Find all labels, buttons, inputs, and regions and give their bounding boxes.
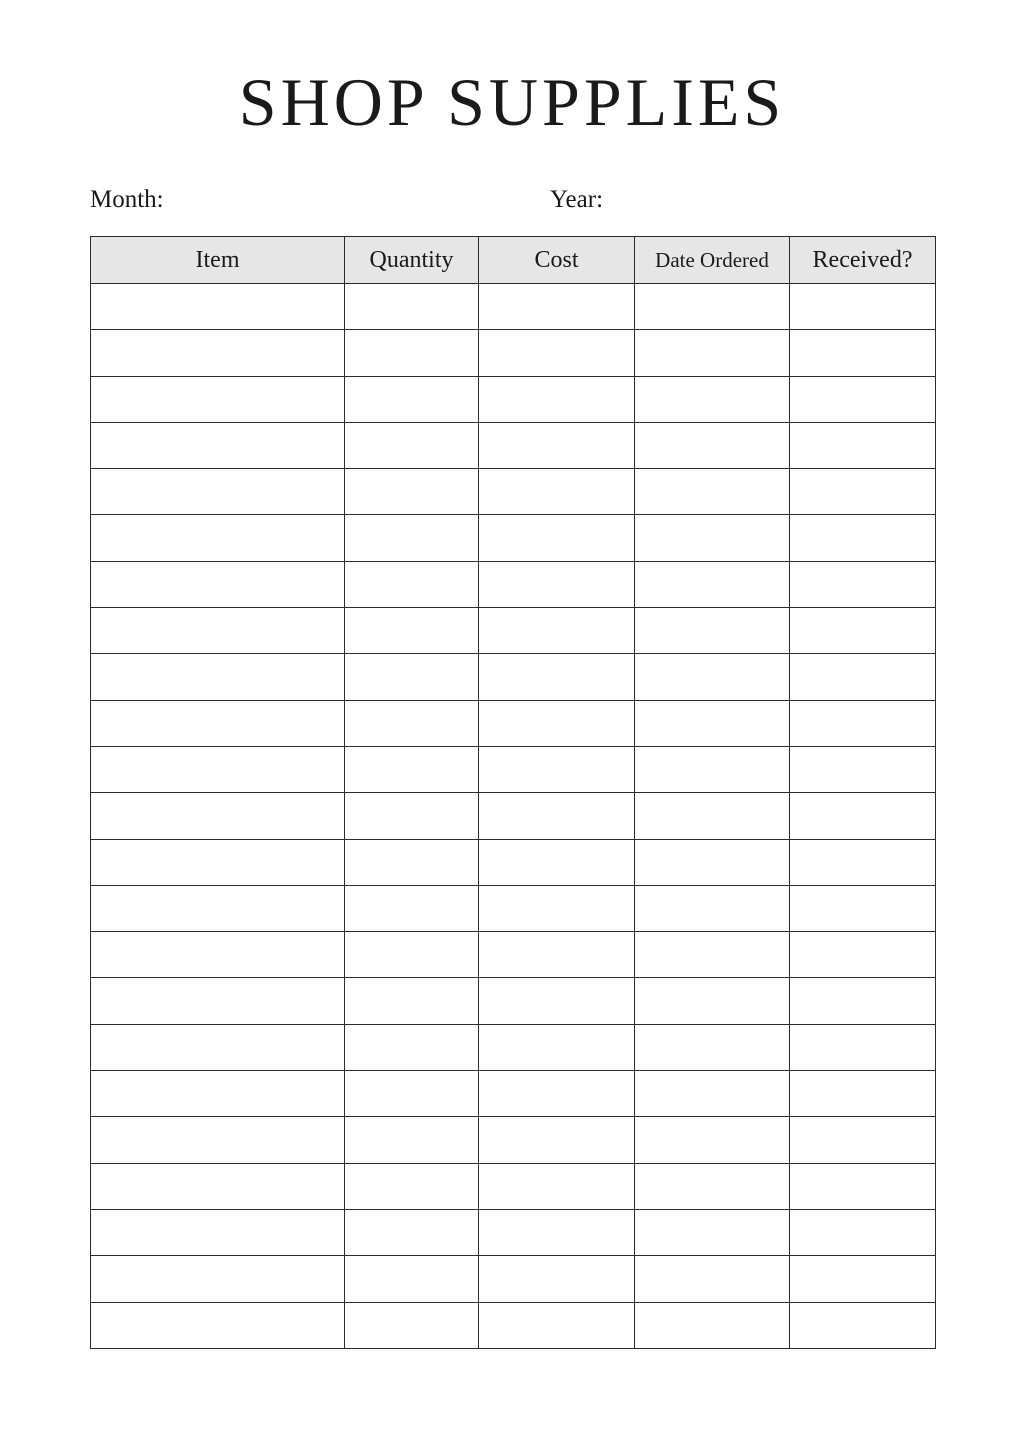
cell-received <box>790 1163 936 1209</box>
page-title: SHOP SUPPLIES <box>238 64 786 140</box>
cell-item <box>91 839 345 885</box>
cell-date-ordered <box>635 1024 790 1070</box>
cell-quantity <box>345 1071 479 1117</box>
cell-cost <box>479 700 635 746</box>
cell-item <box>91 422 345 468</box>
table-row <box>91 885 936 931</box>
cell-quantity <box>345 746 479 792</box>
cell-quantity <box>345 1302 479 1348</box>
table-row <box>91 746 936 792</box>
table-row <box>91 654 936 700</box>
column-header-quantity: Quantity <box>345 237 479 284</box>
cell-item <box>91 561 345 607</box>
table-header-row <box>91 237 936 284</box>
cell-quantity <box>345 978 479 1024</box>
cell-received <box>790 932 936 978</box>
cell-cost <box>479 515 635 561</box>
cell-cost <box>479 376 635 422</box>
cell-quantity <box>345 839 479 885</box>
cell-cost <box>479 1256 635 1302</box>
cell-quantity <box>345 654 479 700</box>
cell-received <box>790 1071 936 1117</box>
cell-quantity <box>345 376 479 422</box>
cell-quantity <box>345 885 479 931</box>
cell-received <box>790 376 936 422</box>
table-row <box>91 515 936 561</box>
cell-received <box>790 469 936 515</box>
cell-received <box>790 608 936 654</box>
table-row <box>91 608 936 654</box>
cell-item <box>91 932 345 978</box>
table-row <box>91 1163 936 1209</box>
cell-item <box>91 654 345 700</box>
cell-date-ordered <box>635 1302 790 1348</box>
cell-date-ordered <box>635 793 790 839</box>
cell-quantity <box>345 515 479 561</box>
cell-item <box>91 1024 345 1070</box>
cell-received <box>790 515 936 561</box>
cell-cost <box>479 978 635 1024</box>
cell-received <box>790 746 936 792</box>
cell-date-ordered <box>635 561 790 607</box>
cell-date-ordered <box>635 885 790 931</box>
column-header-received: Received? <box>790 237 936 284</box>
cell-quantity <box>345 1163 479 1209</box>
cell-date-ordered <box>635 1071 790 1117</box>
cell-quantity <box>345 330 479 376</box>
cell-received <box>790 1209 936 1255</box>
cell-date-ordered <box>635 515 790 561</box>
cell-received <box>790 1024 936 1070</box>
cell-date-ordered <box>635 284 790 330</box>
cell-quantity <box>345 1209 479 1255</box>
cell-cost <box>479 469 635 515</box>
cell-quantity <box>345 422 479 468</box>
cell-received <box>790 330 936 376</box>
cell-quantity <box>345 608 479 654</box>
cell-received <box>790 1302 936 1348</box>
table-row <box>91 1209 936 1255</box>
table-row <box>91 1256 936 1302</box>
cell-item <box>91 1163 345 1209</box>
cell-quantity <box>345 561 479 607</box>
cell-date-ordered <box>635 1163 790 1209</box>
supplies-table <box>90 236 936 1349</box>
cell-cost <box>479 1071 635 1117</box>
cell-cost <box>479 1024 635 1070</box>
cell-cost <box>479 1117 635 1163</box>
cell-quantity <box>345 284 479 330</box>
cell-received <box>790 284 936 330</box>
cell-quantity <box>345 793 479 839</box>
month-label: Month: <box>90 186 164 213</box>
cell-item <box>91 608 345 654</box>
cell-received <box>790 654 936 700</box>
cell-item <box>91 515 345 561</box>
table-row <box>91 376 936 422</box>
cell-item <box>91 978 345 1024</box>
table-row <box>91 978 936 1024</box>
cell-cost <box>479 1163 635 1209</box>
cell-cost <box>479 1209 635 1255</box>
cell-item <box>91 376 345 422</box>
cell-date-ordered <box>635 608 790 654</box>
cell-cost <box>479 746 635 792</box>
table-row <box>91 422 936 468</box>
cell-date-ordered <box>635 376 790 422</box>
cell-quantity <box>345 932 479 978</box>
table-body <box>91 284 936 1349</box>
cell-date-ordered <box>635 330 790 376</box>
year-label: Year: <box>550 186 604 213</box>
cell-quantity <box>345 1024 479 1070</box>
cell-date-ordered <box>635 1209 790 1255</box>
cell-item <box>91 885 345 931</box>
cell-received <box>790 793 936 839</box>
table-row <box>91 793 936 839</box>
table-row <box>91 284 936 330</box>
cell-received <box>790 839 936 885</box>
cell-quantity <box>345 1256 479 1302</box>
cell-quantity <box>345 1117 479 1163</box>
cell-received <box>790 561 936 607</box>
cell-cost <box>479 608 635 654</box>
cell-received <box>790 422 936 468</box>
cell-item <box>91 746 345 792</box>
cell-quantity <box>345 469 479 515</box>
cell-cost <box>479 793 635 839</box>
cell-cost <box>479 885 635 931</box>
column-header-date-ordered: Date Ordered <box>635 237 790 284</box>
column-header-cost: Cost <box>479 237 635 284</box>
cell-cost <box>479 654 635 700</box>
cell-date-ordered <box>635 932 790 978</box>
cell-date-ordered <box>635 1256 790 1302</box>
cell-received <box>790 885 936 931</box>
cell-item <box>91 1071 345 1117</box>
cell-date-ordered <box>635 469 790 515</box>
cell-cost <box>479 422 635 468</box>
table-row <box>91 1071 936 1117</box>
table-row <box>91 561 936 607</box>
cell-item <box>91 1256 345 1302</box>
cell-received <box>790 978 936 1024</box>
cell-item <box>91 469 345 515</box>
table-row <box>91 1117 936 1163</box>
cell-item <box>91 1302 345 1348</box>
cell-date-ordered <box>635 700 790 746</box>
table-row <box>91 1302 936 1348</box>
cell-item <box>91 330 345 376</box>
cell-cost <box>479 932 635 978</box>
cell-received <box>790 1256 936 1302</box>
table-row <box>91 932 936 978</box>
cell-received <box>790 700 936 746</box>
cell-cost <box>479 1302 635 1348</box>
table-row <box>91 469 936 515</box>
table-row <box>91 839 936 885</box>
table-row <box>91 700 936 746</box>
cell-date-ordered <box>635 1117 790 1163</box>
cell-quantity <box>345 700 479 746</box>
cell-item <box>91 793 345 839</box>
column-header-item: Item <box>91 237 345 284</box>
cell-item <box>91 284 345 330</box>
cell-received <box>790 1117 936 1163</box>
cell-cost <box>479 561 635 607</box>
table-row <box>91 330 936 376</box>
cell-item <box>91 1117 345 1163</box>
cell-item <box>91 700 345 746</box>
cell-date-ordered <box>635 978 790 1024</box>
cell-cost <box>479 330 635 376</box>
cell-date-ordered <box>635 746 790 792</box>
cell-cost <box>479 284 635 330</box>
table-row <box>91 1024 936 1070</box>
cell-date-ordered <box>635 654 790 700</box>
cell-date-ordered <box>635 422 790 468</box>
cell-cost <box>479 839 635 885</box>
cell-item <box>91 1209 345 1255</box>
cell-date-ordered <box>635 839 790 885</box>
